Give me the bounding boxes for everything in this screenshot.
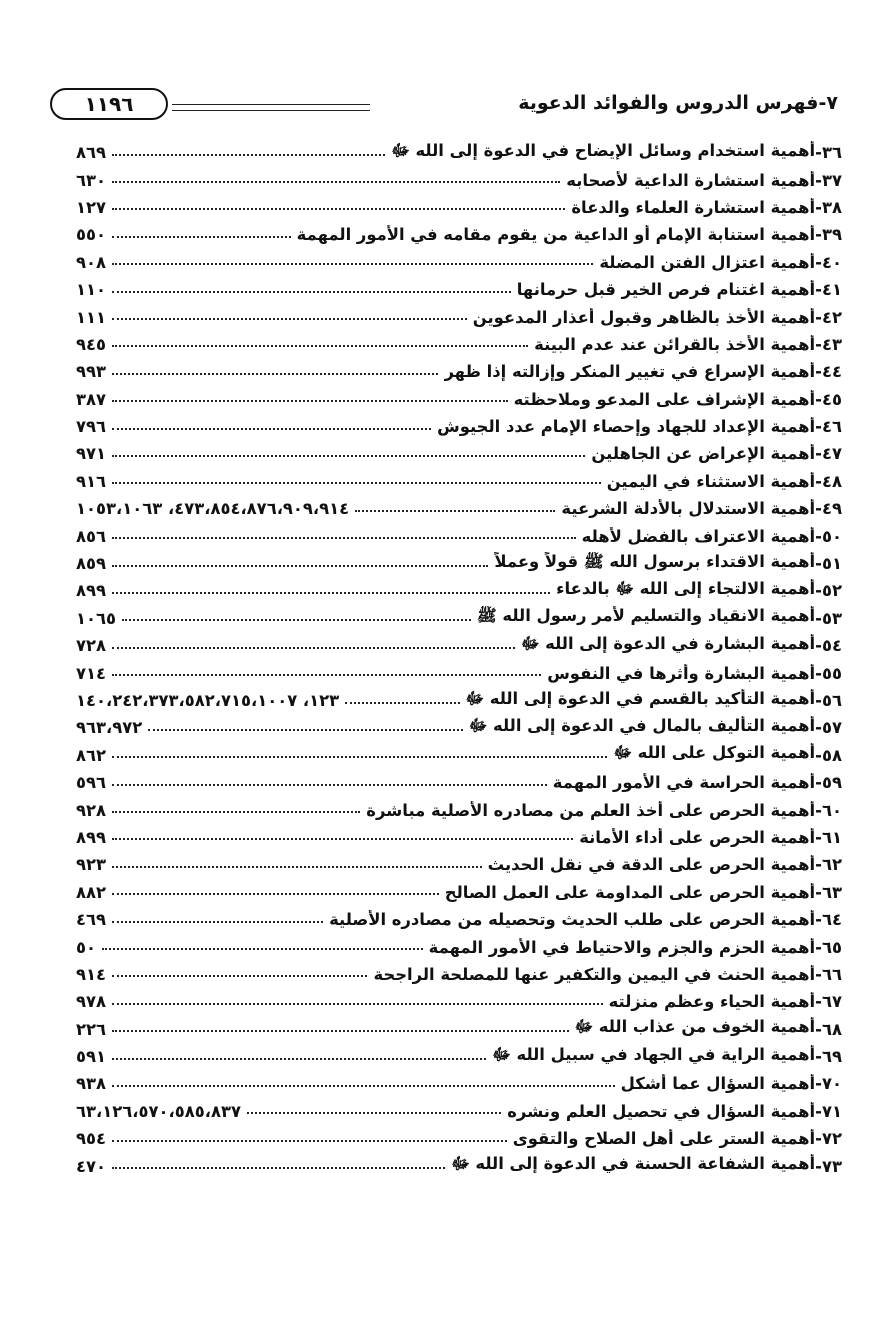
dot-leader	[112, 318, 467, 320]
entry-number: ٣٧	[821, 170, 842, 190]
entry-number: ٥٢	[821, 581, 842, 601]
entry-number: ٧٢	[821, 1129, 842, 1149]
entry-separator: -	[815, 691, 822, 710]
header-double-rule	[172, 104, 370, 111]
dot-leader	[112, 482, 601, 484]
entry-number: ٦٥	[821, 937, 842, 957]
entry-separator: -	[815, 937, 822, 957]
entry-title: أهمية التأليف بالمال في الدعوة إلى الله ﷻ	[468, 715, 816, 735]
entry-pages: ١١١	[76, 307, 107, 327]
entry-separator: -	[815, 499, 822, 519]
index-entry	[76, 632, 842, 659]
entry-separator: -	[815, 225, 822, 245]
entry-number: ٤٥	[821, 389, 842, 409]
index-entry	[76, 386, 842, 413]
entry-separator: -	[815, 1074, 822, 1094]
entry-separator: -	[815, 554, 822, 574]
dot-leader	[112, 921, 323, 923]
entry-title: أهمية التوكل على الله ﷻ	[613, 743, 816, 763]
entry-number: ٤٣	[821, 334, 842, 354]
entry-title: أهمية الأخذ بالظاهر وقبول أعذار المدعوين	[472, 307, 816, 327]
dot-leader	[112, 208, 565, 210]
entry-number: ٦٦	[821, 964, 842, 984]
index-entry	[76, 413, 842, 440]
entry-title: أهمية الحياء وعظم منزلته	[608, 992, 816, 1012]
entry-title: أهمية الإشراف على المدعو وملاحظته	[513, 389, 816, 409]
dot-leader	[148, 729, 463, 731]
entry-pages: ٧٩٦	[76, 417, 107, 437]
index-entry	[76, 1043, 842, 1070]
dot-leader	[112, 784, 547, 786]
index-entry	[76, 139, 842, 166]
index-entry	[76, 468, 842, 495]
entry-title: أهمية الحرص على الدقة في نقل الحديث	[487, 855, 816, 875]
entry-separator: -	[815, 143, 822, 163]
entry-number: ٦٩	[821, 1047, 842, 1067]
entry-pages: ٤٦٩	[76, 910, 107, 930]
entry-title: أهمية الالتجاء إلى الله ﷻ بالدعاء	[556, 578, 816, 598]
entry-pages: ٩٤٥	[76, 334, 107, 354]
entry-separator: -	[815, 745, 822, 765]
index-entry	[76, 879, 842, 906]
entry-pages: ١٠٦٥	[76, 608, 117, 628]
dot-leader	[112, 537, 576, 539]
index-entry	[76, 303, 842, 330]
dot-leader	[345, 702, 459, 704]
entry-title: أهمية الراية في الجهاد في سبيل الله ﷻ	[492, 1044, 816, 1064]
entry-pages: ٧٢٨	[76, 636, 107, 656]
dot-leader	[112, 592, 550, 594]
index-entry	[76, 988, 842, 1015]
index-entry	[76, 577, 842, 604]
entry-separator: -	[815, 170, 822, 190]
entry-pages: ٨٦٢	[76, 745, 107, 765]
entry-title: أهمية اغتنام فرص الخير قبل حرمانها	[516, 280, 816, 300]
dot-leader	[247, 1112, 501, 1114]
dot-leader	[112, 154, 385, 156]
entry-separator: -	[815, 608, 822, 628]
entry-title: أهمية البشارة في الدعوة إلى الله ﷻ	[520, 633, 816, 653]
entry-title: أهمية التأكيد بالقسم في الدعوة إلى الله ﷻ	[465, 688, 816, 708]
entry-number: ٦٤	[821, 910, 842, 930]
entry-number: ٥٣	[821, 608, 842, 628]
dot-leader	[112, 1167, 445, 1169]
dot-leader	[112, 893, 439, 895]
index-entry	[76, 824, 842, 851]
entry-title: أهمية الاستثناء في اليمين	[606, 471, 816, 491]
entry-pages: ٥٠	[76, 937, 97, 957]
entry-title: أهمية الإعراض عن الجاهلين	[591, 444, 816, 464]
entry-title: أهمية الإعداد للجهاد وإحصاء الإمام عدد الجيوش	[437, 417, 816, 437]
entry-number: ٦٠	[821, 800, 842, 820]
entry-pages: ٤٧٣،٨٥٤،٨٧٦،٩٠٩،٩١٤، ١٠٥٣،١٠٦٣	[76, 499, 350, 519]
index-entry	[76, 495, 842, 522]
entry-title: أهمية البشارة وأثرها في النفوس	[547, 663, 816, 683]
entry-title: أهمية السؤال في تحصيل العلم ونشره	[507, 1101, 816, 1121]
entry-title: أهمية الاقتداء برسول الله ﷺ قولاً وعملاً	[494, 551, 816, 571]
entry-pages: ٩٠٨	[76, 252, 107, 272]
index-entry	[76, 440, 842, 467]
index-entry	[76, 742, 842, 769]
entry-separator: -	[815, 992, 822, 1012]
entry-separator: -	[815, 471, 822, 491]
entry-number: ٥٥	[821, 663, 842, 683]
dot-leader	[112, 1140, 507, 1142]
entry-separator: -	[815, 882, 822, 902]
index-entry	[76, 933, 842, 960]
entry-title: أهمية الحزم والجزم والاحتياط في الأمور المهمة	[428, 937, 816, 957]
entry-separator: -	[815, 581, 822, 601]
dot-leader	[112, 236, 291, 238]
entry-separator: -	[815, 1129, 822, 1149]
entry-number: ٤٠	[821, 252, 842, 272]
entry-pages: ٩٥٤	[76, 1129, 107, 1149]
index-entry	[76, 1016, 842, 1043]
entry-pages: ٥٥٠	[76, 225, 107, 245]
entry-number: ٥٤	[821, 636, 842, 656]
entry-title: أهمية الحرص على أخذ العلم من مصادره الأصلية مباشرة	[366, 800, 816, 820]
entry-pages: ٨٥٩	[76, 554, 107, 574]
entry-title: أهمية الاستدلال بالأدلة الشرعية	[561, 499, 816, 519]
entry-separator: -	[815, 636, 822, 656]
entry-separator: -	[815, 334, 822, 354]
index-entry	[76, 1152, 842, 1179]
entry-separator: -	[815, 280, 822, 300]
index-entry	[76, 687, 842, 714]
index-entry	[76, 1098, 842, 1125]
entry-title: أهمية استشارة العلماء والدعاة	[571, 197, 816, 217]
entry-separator: -	[815, 773, 822, 793]
entry-pages: ٩٢٣	[76, 855, 107, 875]
entry-pages: ٨٨٢	[76, 882, 107, 902]
entry-title: أهمية الحراسة في الأمور المهمة	[552, 773, 816, 793]
entry-pages: ٩٩٣	[76, 362, 107, 382]
entry-pages: ١٢٧	[76, 197, 107, 217]
entry-separator: -	[815, 910, 822, 930]
entry-pages: ٨٥٦	[76, 526, 107, 546]
page-number: ١١٩٦	[84, 92, 134, 116]
index-entry	[76, 769, 842, 796]
entry-number: ٧٠	[821, 1074, 842, 1094]
entry-number: ٧٣	[821, 1156, 842, 1176]
entry-pages: ٢٢٦	[76, 1019, 107, 1039]
dot-leader	[112, 565, 488, 567]
entry-number: ٤٨	[821, 471, 842, 491]
entry-number: ٥٦	[821, 691, 842, 710]
index-entries-list	[76, 139, 842, 1180]
dot-leader	[112, 756, 607, 758]
entry-pages: ٨٦٩	[76, 143, 107, 163]
entry-number: ٦١	[821, 827, 842, 847]
page-header	[50, 86, 840, 130]
entry-separator: -	[815, 362, 822, 382]
entry-pages: ٩١٤	[76, 964, 107, 984]
entry-title: أهمية استشارة الداعية لأصحابه	[566, 170, 816, 190]
entry-title: أهمية الاعتراف بالفضل لأهله	[581, 526, 816, 546]
dot-leader	[112, 674, 541, 676]
entry-pages: ٩٢٨	[76, 800, 107, 820]
dot-leader	[112, 838, 573, 840]
entry-pages: ٦٣،١٢٦،٥٧٠،٥٨٥،٨٣٧	[76, 1101, 241, 1121]
index-entry	[76, 522, 842, 549]
entry-number: ٤٧	[821, 444, 842, 464]
entry-title: أهمية الستر على أهل الصلاح والتقوى	[512, 1129, 816, 1149]
dot-leader	[112, 428, 431, 430]
dot-leader	[112, 1058, 486, 1060]
entry-separator: -	[815, 307, 822, 327]
entry-title: أهمية الانقياد والتسليم لأمر رسول الله ﷺ	[476, 606, 816, 626]
index-entry	[76, 659, 842, 686]
dot-leader	[112, 975, 367, 977]
entry-separator: -	[815, 663, 822, 683]
entry-number: ٥٧	[821, 718, 842, 738]
index-entry	[76, 605, 842, 632]
entry-number: ٣٦	[821, 143, 842, 163]
entry-separator: -	[815, 1047, 822, 1067]
entry-separator: -	[815, 197, 822, 217]
entry-title: أهمية الخوف من عذاب الله ﷻ	[574, 1017, 816, 1037]
index-entry	[76, 166, 842, 193]
dot-leader	[112, 1085, 615, 1087]
entry-number: ٧١	[821, 1101, 842, 1121]
entry-pages: ٥٩١	[76, 1047, 107, 1067]
entry-separator: -	[815, 964, 822, 984]
dot-leader	[112, 1003, 603, 1005]
entry-pages: ٩٧١	[76, 444, 107, 464]
entry-number: ٦٢	[821, 855, 842, 875]
dot-leader	[122, 619, 471, 621]
entry-separator: -	[815, 855, 822, 875]
entry-title: أهمية الحنث في اليمين والتكفير عنها للمصلحة الراجحة	[373, 964, 816, 984]
entry-pages: ١٢٣، ١٤٠،٢٤٢،٣٧٣،٥٨٢،٧١٥،١٠٠٧	[76, 691, 340, 710]
index-entry	[76, 851, 842, 878]
entry-number: ٦٧	[821, 992, 842, 1012]
dot-leader	[112, 263, 593, 265]
dot-leader	[112, 181, 560, 183]
entry-pages: ٣٨٧	[76, 389, 107, 409]
index-entry	[76, 1125, 842, 1152]
entry-title: أهمية الشفاعة الحسنة في الدعوة إلى الله ﷻ	[451, 1154, 816, 1174]
entry-pages: ٩٣٨	[76, 1074, 107, 1094]
entry-title: أهمية استخدام وسائل الإيضاح في الدعوة إلى الله ﷻ	[391, 140, 816, 160]
entry-number: ٤٤	[821, 362, 842, 382]
dot-leader	[112, 291, 511, 293]
index-entry	[76, 358, 842, 385]
entry-number: ٥٠	[821, 526, 842, 546]
entry-number: ٥٩	[821, 773, 842, 793]
entry-separator: -	[815, 444, 822, 464]
entry-pages: ٨٩٩	[76, 827, 107, 847]
entry-number: ٤٩	[821, 499, 842, 519]
index-entry	[76, 221, 842, 248]
dot-leader	[112, 1030, 569, 1032]
entry-pages: ٤٧٠	[76, 1156, 107, 1176]
entry-number: ٦٨	[821, 1019, 842, 1039]
dot-leader	[112, 866, 482, 868]
dot-leader	[102, 948, 423, 950]
entry-title: أهمية الأخذ بالقرائن عند عدم البينة	[534, 334, 816, 354]
entry-separator: -	[815, 1101, 822, 1121]
entry-number: ٤٦	[821, 417, 842, 437]
index-entry	[76, 796, 842, 823]
index-entry	[76, 550, 842, 577]
entry-title: أهمية الحرص على المداومة على العمل الصالح	[444, 882, 816, 902]
entry-number: ٣٩	[821, 225, 842, 245]
entry-separator: -	[815, 718, 822, 738]
entry-separator: -	[815, 417, 822, 437]
entry-pages: ٨٩٩	[76, 581, 107, 601]
entry-pages: ٧١٤	[76, 663, 107, 683]
index-entry	[76, 1070, 842, 1097]
entry-number: ٤٢	[821, 307, 842, 327]
index-entry	[76, 276, 842, 303]
entry-title: أهمية الحرص على طلب الحديث وتحصيله من مصادره الأصلية	[329, 910, 816, 930]
dot-leader	[112, 455, 585, 457]
page-number-badge	[50, 88, 168, 120]
index-entry	[76, 194, 842, 221]
entry-separator: -	[815, 827, 822, 847]
dot-leader	[112, 373, 438, 375]
entry-number: ٤١	[821, 280, 842, 300]
index-entry	[76, 249, 842, 276]
entry-pages: ٩٧٨	[76, 992, 107, 1012]
entry-number: ٥١	[821, 554, 842, 574]
entry-pages: ١١٠	[76, 280, 107, 300]
index-entry	[76, 331, 842, 358]
dot-leader	[112, 647, 515, 649]
entry-pages: ٥٩٦	[76, 773, 107, 793]
entry-title: أهمية الإسراع في تغيير المنكر وإزالته إذا ظهر	[444, 362, 816, 382]
entry-pages: ٩١٦	[76, 471, 107, 491]
entry-number: ٥٨	[821, 745, 842, 765]
dot-leader	[355, 510, 555, 512]
index-entry	[76, 961, 842, 988]
dot-leader	[112, 400, 508, 402]
entry-title: أهمية الحرص على أداء الأمانة	[579, 827, 816, 847]
entry-number: ٦٣	[821, 882, 842, 902]
entry-separator: -	[815, 252, 822, 272]
dot-leader	[112, 811, 360, 813]
index-entry	[76, 906, 842, 933]
section-title: ٧-فهرس الدروس والفوائد الدعوية	[518, 92, 838, 114]
entry-separator: -	[815, 1156, 822, 1176]
entry-separator: -	[815, 1019, 822, 1039]
entry-title: أهمية السؤال عما أشكل	[620, 1074, 816, 1094]
entry-separator: -	[815, 800, 822, 820]
entry-separator: -	[815, 389, 822, 409]
index-entry	[76, 714, 842, 741]
entry-separator: -	[815, 526, 822, 546]
entry-title: أهمية اعتزال الفتن المضلة	[599, 252, 816, 272]
dot-leader	[112, 345, 528, 347]
entry-pages: ٩٦٣،٩٧٢	[76, 718, 143, 738]
entry-pages: ٦٣٠	[76, 170, 107, 190]
entry-number: ٣٨	[821, 197, 842, 217]
entry-title: أهمية استنابة الإمام أو الداعية من يقوم مقامه في الأمور المهمة	[296, 225, 816, 245]
